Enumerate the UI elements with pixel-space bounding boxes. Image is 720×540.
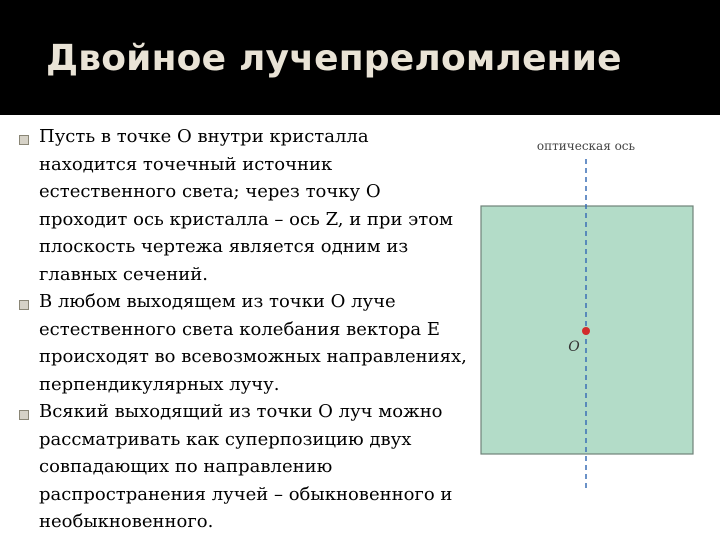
title-bar <box>0 0 720 115</box>
slide-content <box>0 115 720 540</box>
square-bullet-icon <box>19 410 29 420</box>
optical-axis-label: оптическая ось <box>536 139 636 153</box>
square-bullet-icon <box>19 135 29 145</box>
slide-title: Двойное лучепреломление <box>46 38 622 79</box>
point-o-marker <box>582 327 590 335</box>
point-o-label: O <box>568 339 580 355</box>
square-bullet-icon <box>19 300 29 310</box>
crystal-diagram <box>470 115 720 540</box>
bullet-text: Пусть в точке O внутри кристалла находится точечный источник естественного света; через точку O проходит ось кристалла – ось Z, и при этом плоскость чертежа является одним из главных сечений. <box>39 126 454 285</box>
bullet-text: В любом выходящем из точки O луче естественного света колебания вектора E происходят во всевозможных направлениях, перпендикулярных лучу. <box>39 291 467 395</box>
bullet-text: Всякий выходящий из точки O луч можно рассматривать как суперпозицию двух совпадающих по направлению распространения лучей – обыкновенного и необыкновенного. <box>39 401 453 532</box>
